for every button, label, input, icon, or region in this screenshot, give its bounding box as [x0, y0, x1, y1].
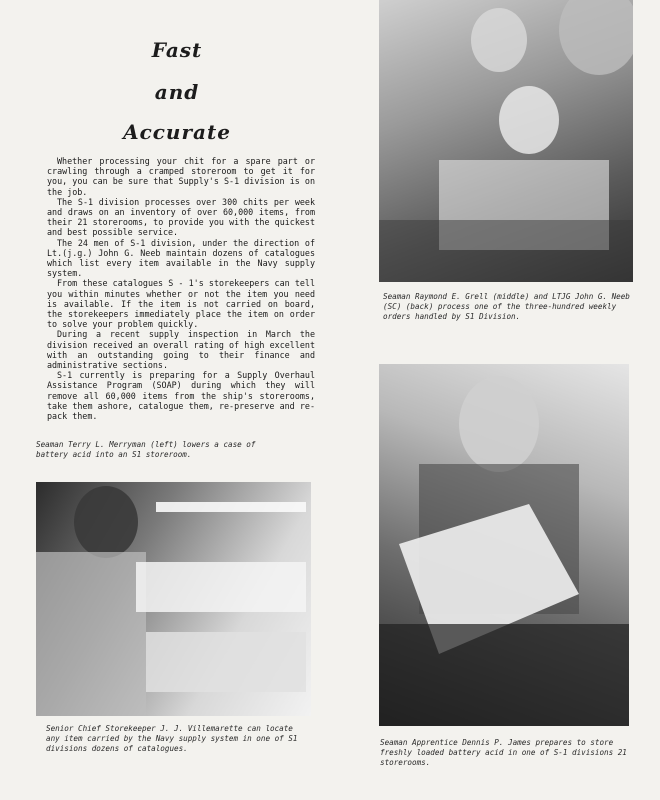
photo-order-processing-art [379, 0, 633, 282]
caption-merryman: Seaman Terry L. Merryman (left) lowers a case of battery acid into an S1 storeroom. [36, 440, 256, 459]
paragraph: S-1 currently is preparing for a Supply Overhaul Assistance Program (SOAP) during which they will remove all 60,000 items from the ship's storerooms, take them ashore, catalogue them, re-preserve and re-pack them. [47, 370, 315, 422]
title-line-2: and [154, 80, 200, 104]
photo-catalogues-art [36, 482, 311, 716]
photo-battery-acid [379, 364, 629, 726]
paragraph: The 24 men of S-1 division, under the direction of Lt.(j.g.) John G. Neeb maintain dozens of catalogues which list every item available in the Navy supply system. [47, 237, 315, 279]
paragraph: The S-1 division processes over 300 chits per week and draws on an inventory of over 60,000 items, from their 21 storerooms, to provide you with the quickest and best possible service. [47, 196, 315, 238]
paragraph: During a recent supply inspection in March the division received an overall rating of high excellent with an outstanding going to their finance and administrative sections. [47, 329, 315, 371]
caption-james: Seaman Apprentice Dennis P. James prepares to store freshly loaded battery acid in one of S-1 divisions 21 storerooms. [380, 738, 627, 767]
photo-catalogues [36, 482, 311, 716]
caption-grell-neeb: Seaman Raymond E. Grell (middle) and LTJG John G. Neeb (SC) (back) process one of the three-hundred weekly orders handled by S1 Division. [383, 292, 630, 321]
caption-villemarette: Senior Chief Storekeeper J. J. Villemarette can locate any item carried by the Navy supply system in one of S1 divisions dozens of catalogues. [46, 724, 298, 753]
photo-order-processing [379, 0, 633, 282]
title-line-3: Accurate [123, 120, 231, 144]
title-line-1: Fast [151, 38, 203, 62]
paragraph: Whether processing your chit for a spare part or crawling through a cramped storeroom to get it for you, you can be sure that Supply's S-1 division is on the job. [47, 156, 315, 197]
photo-battery-acid-art [379, 364, 629, 726]
article-body [47, 156, 315, 421]
paragraph: From these catalogues S - 1's storekeepers can tell you within minutes whether or not the item you need is available. If the item is not carried on board, the storekeepers immediately place the item on order to solve your problem quickly. [47, 278, 315, 330]
